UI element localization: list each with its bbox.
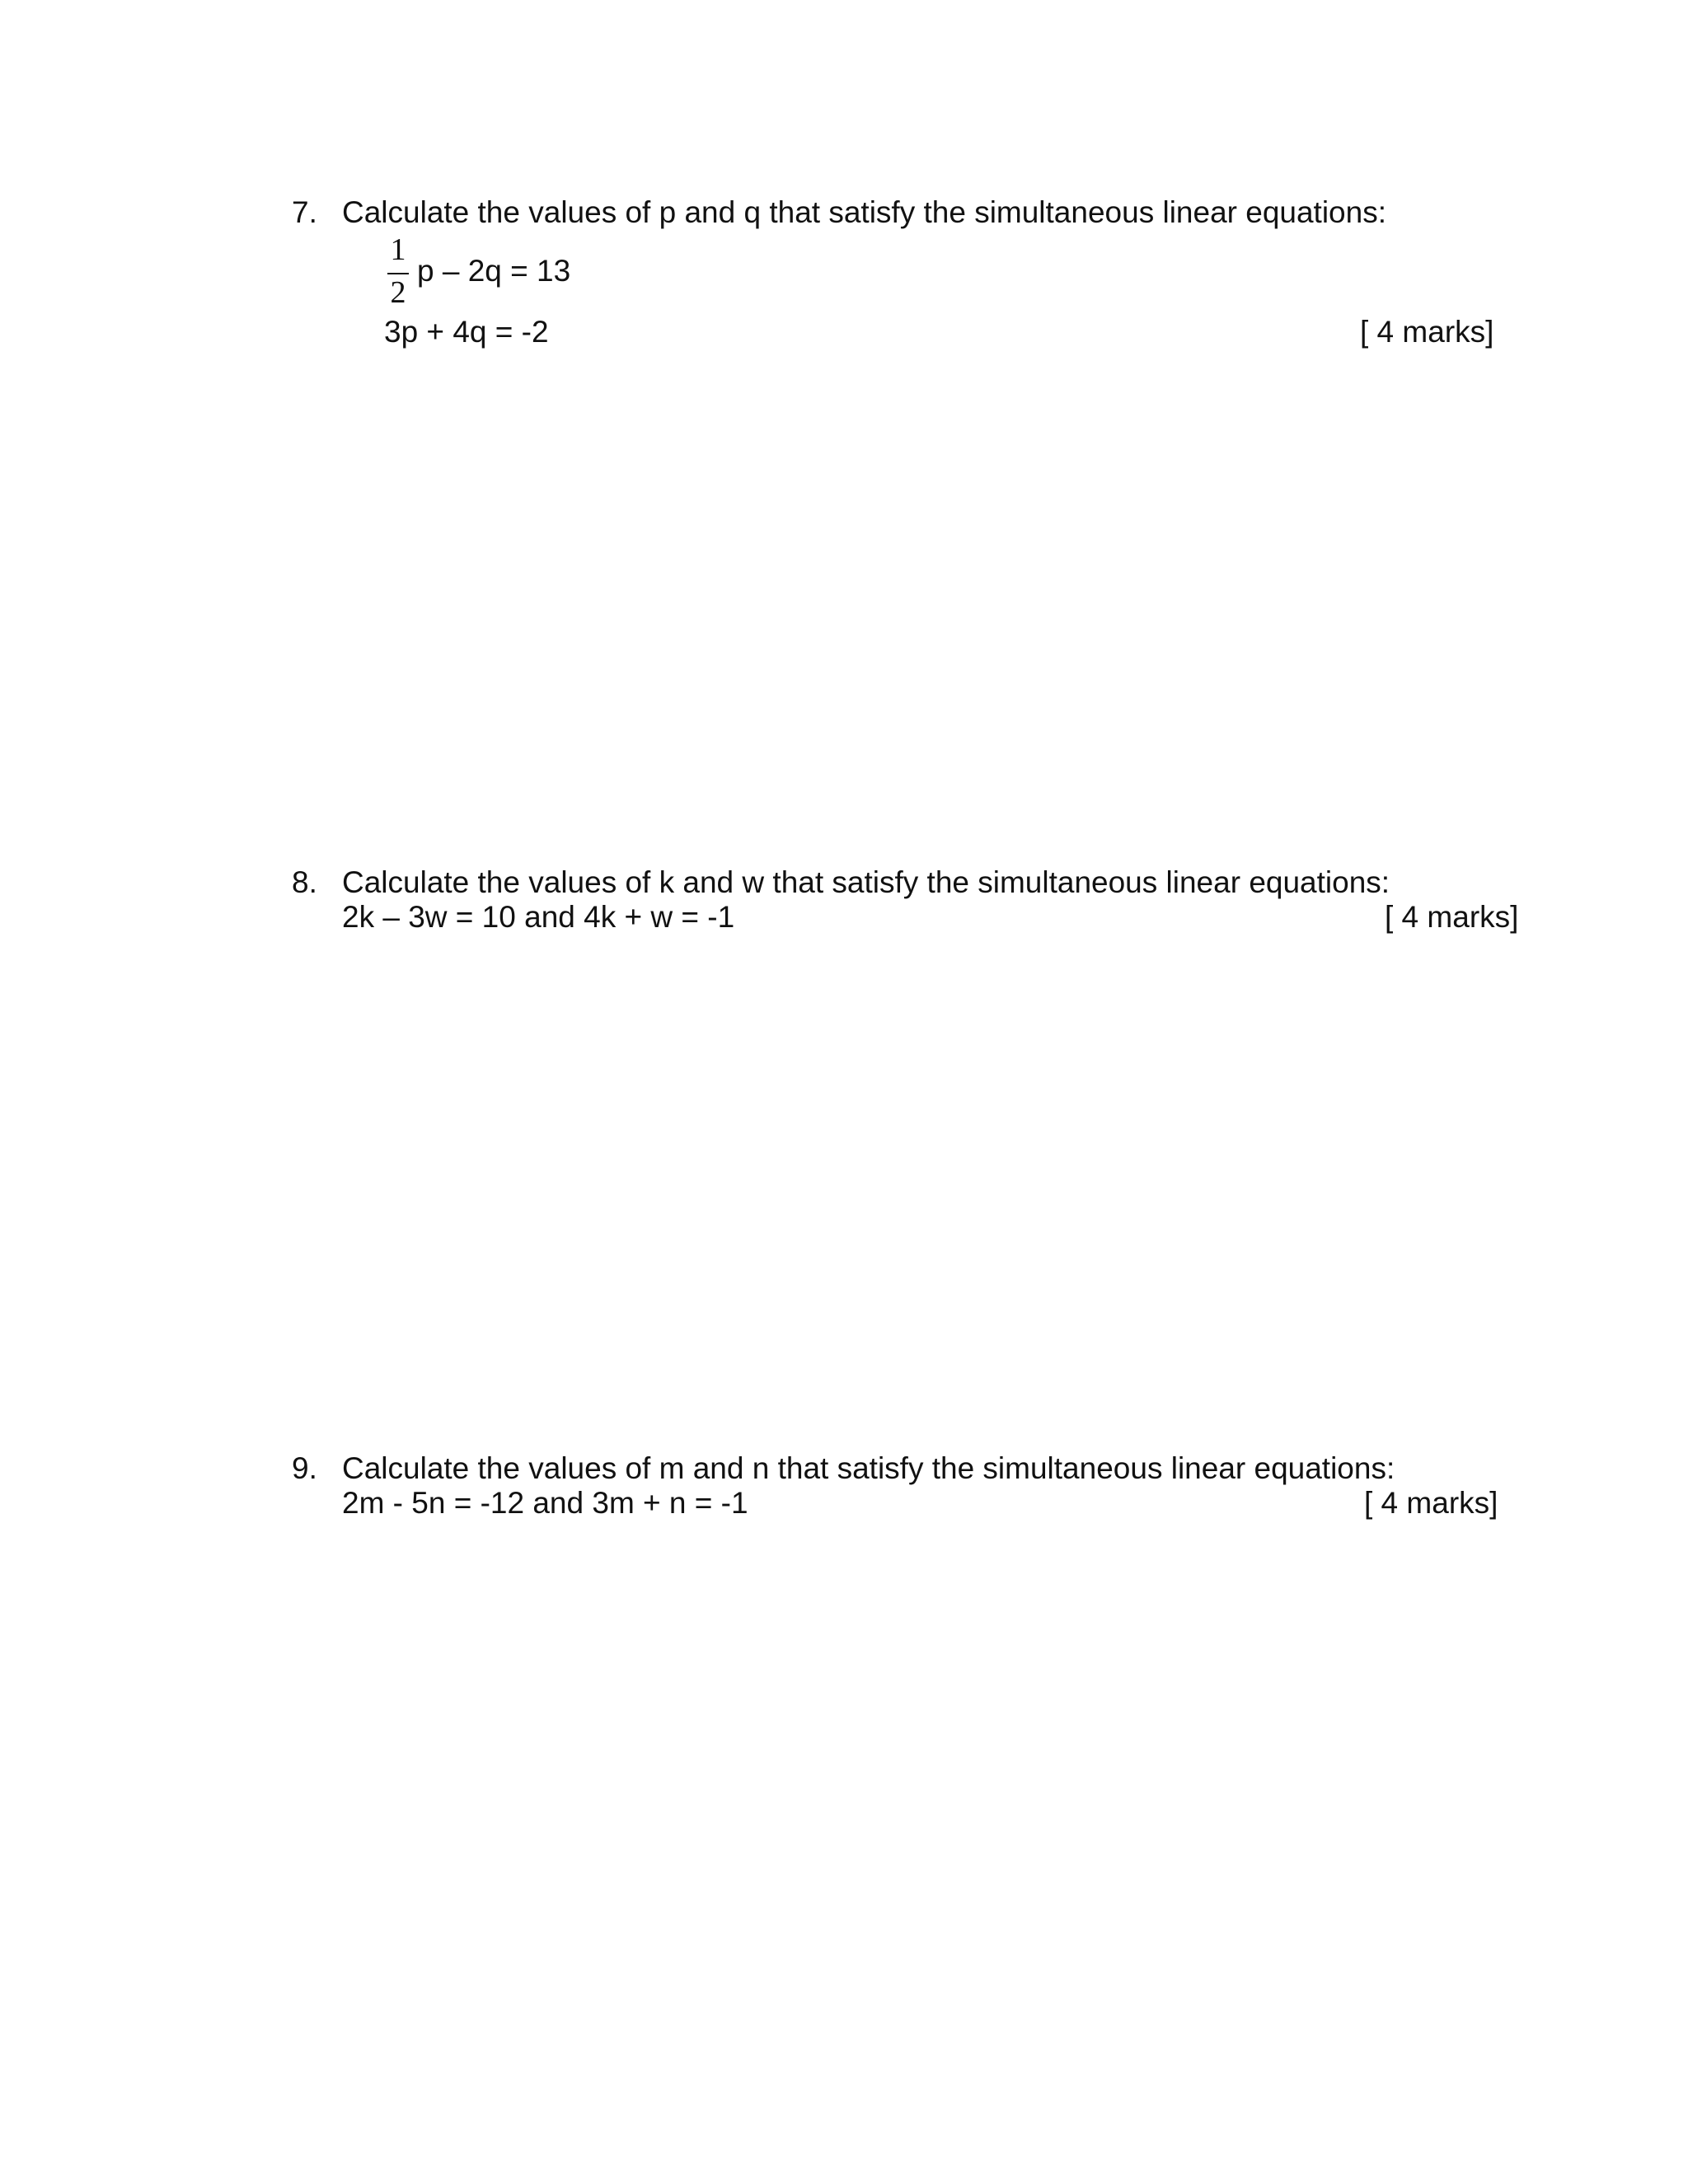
question-8-marks: [ 4 marks] [1385, 900, 1519, 934]
question-9-prompt: Calculate the values of m and n that satisfy the simultaneous linear equations: [342, 1451, 1395, 1485]
question-7-marks: [ 4 marks] [1360, 315, 1494, 349]
question-8-equations: 2k – 3w = 10 and 4k + w = -1 [342, 900, 735, 934]
fraction-numerator: 1 [390, 232, 406, 267]
question-7-fraction-one-half [386, 234, 410, 316]
question-9-number: 9. [292, 1451, 317, 1485]
question-7-equation-1: p – 2q = 13 [417, 254, 571, 288]
question-9-marks: [ 4 marks] [1364, 1486, 1498, 1520]
question-7-number: 7. [292, 195, 317, 229]
fraction-bar [387, 273, 409, 274]
question-8-prompt: Calculate the values of k and w that satisfy the simultaneous linear equations: [342, 865, 1390, 899]
question-7-equation-2: 3p + 4q = -2 [384, 315, 549, 349]
question-7-prompt: Calculate the values of p and q that satisfy the simultaneous linear equations: [342, 195, 1386, 229]
question-9-equations: 2m - 5n = -12 and 3m + n = -1 [342, 1486, 748, 1520]
question-8-number: 8. [292, 865, 317, 899]
fraction-denominator: 2 [390, 275, 406, 310]
